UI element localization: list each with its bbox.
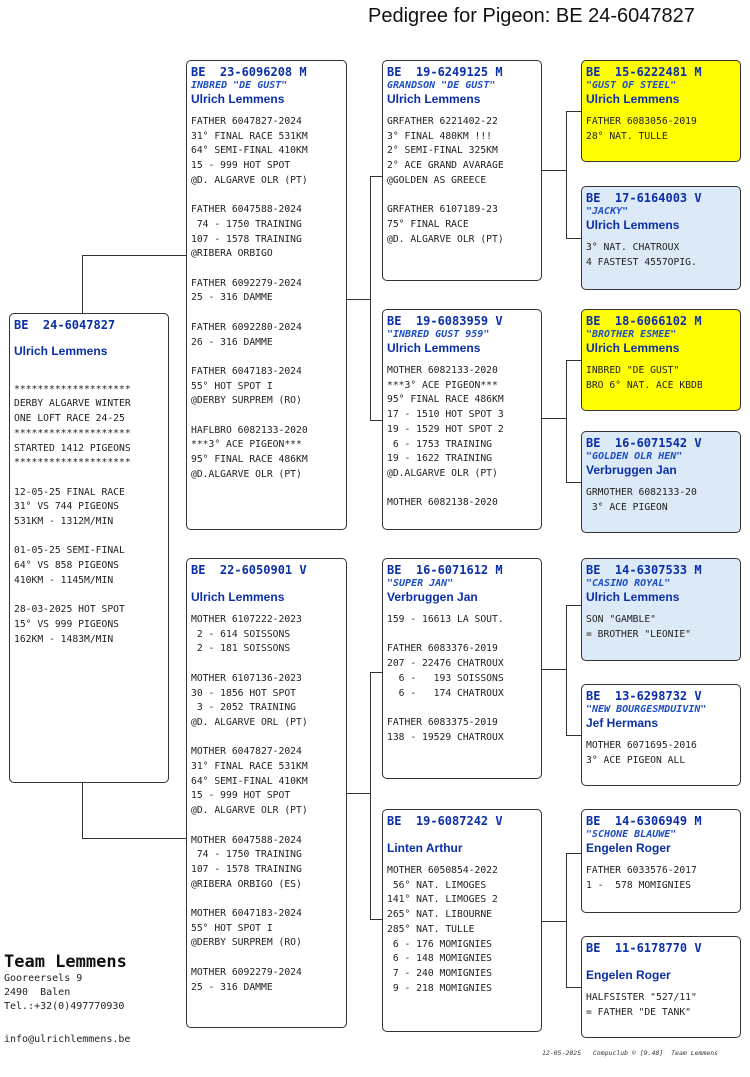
note-line [14, 530, 164, 545]
note-line: 207 - 22476 CHATROUX [387, 658, 504, 670]
pigeon-name [586, 955, 736, 968]
pigeon-name: INBRED "DE GUST" [191, 80, 288, 91]
note-line: STARTED 1412 PIGEONS [14, 442, 131, 454]
team-street: Gooreersels 9 [4, 973, 83, 984]
pigeon-notes [586, 115, 736, 144]
note-line: 17 - 1510 HOT SPOT 3 [387, 409, 504, 421]
connector [370, 176, 382, 177]
note-line [14, 589, 164, 604]
note-line: MOTHER 6047827-2024 [191, 746, 302, 758]
connector [566, 605, 567, 735]
note-line [14, 471, 164, 486]
note-line: @D. ALGARVE ORL (PT) [191, 716, 308, 728]
note-line: 15 - 999 HOT SPOT [191, 790, 291, 802]
connector [566, 111, 581, 112]
note-line: 531KM - 1312M/MIN [14, 516, 114, 527]
note-line [191, 262, 342, 277]
note-line: 74 - 1750 TRAINING [191, 849, 302, 861]
note-line: 95° FINAL RACE 486KM [387, 394, 504, 406]
connector [82, 838, 187, 839]
note-line: 31° FINAL RACE 531KM [191, 130, 308, 142]
note-line: 1 - 578 MOMIGNIES [586, 879, 691, 891]
note-line: 26 - 316 DAMME [191, 336, 273, 348]
note-line: 30 - 1856 HOT SPOT [191, 687, 296, 699]
note-line: 3° NAT. CHATROUX [586, 242, 680, 253]
note-line: MOTHER 6107136-2023 [191, 672, 302, 684]
note-line: 6 - 176 MOMIGNIES [387, 938, 492, 950]
note-line: @RIBERA ORBIGO [191, 248, 273, 260]
pigeon-notes [387, 115, 537, 247]
owner-name: Engelen Roger [586, 841, 671, 855]
owner-name: Verbruggen Jan [586, 463, 677, 477]
team-name: Team Lemmens [4, 952, 127, 972]
note-line: 25 - 316 DAMME [191, 292, 273, 304]
note-line: 15° VS 999 PIGEONS [14, 618, 119, 630]
note-line: 6 - 148 MOMIGNIES [387, 953, 492, 965]
connector [566, 111, 567, 238]
note-line: GRMOTHER 6082133-20 [586, 487, 697, 498]
note-line: INBRED "DE GUST" [586, 365, 680, 376]
note-line: FATHER 6047827-2024 [191, 116, 302, 127]
note-line: 138 - 19529 CHATROUX [387, 731, 504, 743]
note-line [191, 350, 342, 365]
note-line: MOTHER 6047588-2024 [191, 834, 302, 846]
pigeon-name: "CASINO ROYAL" [586, 578, 671, 589]
note-line: 2 - 614 SOISSONS [191, 628, 291, 640]
connector [370, 672, 371, 919]
note-line: HAFLBRO 6082133-2020 [191, 424, 308, 436]
note-line: 3° FINAL 480KM !!! [387, 130, 492, 142]
note-line [191, 819, 342, 834]
note-line [191, 409, 342, 424]
ring-number: BE 14-6307533 M [586, 563, 702, 577]
note-line [191, 951, 342, 966]
connector [566, 853, 567, 987]
note-line: 107 - 1578 TRAINING [191, 863, 302, 875]
note-line: FATHER 6083375-2019 [387, 716, 498, 728]
grandfather-maternal-card[interactable] [382, 558, 542, 779]
pigeon-notes [586, 739, 736, 768]
note-line: 3° ACE PIGEON [586, 501, 668, 513]
note-line: FATHER 6083376-2019 [387, 643, 498, 655]
note-line: ***3° ACE PIGEON*** [387, 379, 498, 391]
note-line: = BROTHER "LEONIE" [586, 628, 691, 640]
connector [542, 921, 566, 922]
note-line: @DERBY SURPREM (RO) [191, 395, 302, 407]
grandfather-paternal-card[interactable] [382, 60, 542, 281]
note-line: 28° NAT. TULLE [586, 130, 668, 142]
owner-name: Engelen Roger [586, 968, 671, 982]
note-line: = FATHER "DE TANK" [586, 1006, 691, 1018]
owner-name: Ulrich Lemmens [586, 218, 680, 232]
ancestor-mmm-card[interactable] [581, 936, 741, 1038]
connector [566, 482, 581, 483]
owner-name: Ulrich Lemmens [586, 92, 680, 106]
ring-number: BE 23-6096208 M [191, 65, 307, 79]
ring-number: BE 19-6087242 V [387, 814, 503, 828]
pigeon-notes [191, 613, 342, 995]
note-line: 410KM - 1145M/MIN [14, 574, 114, 586]
owner-name: Ulrich Lemmens [14, 344, 108, 358]
note-line: FATHER 6033576-2017 [586, 865, 697, 876]
note-line: 7 - 240 MOMIGNIES [387, 967, 492, 979]
connector [347, 299, 371, 300]
note-line: 285° NAT. TULLE [387, 923, 475, 935]
note-line: FATHER 6092279-2024 [191, 277, 302, 289]
ancestor-mmf-card[interactable] [581, 809, 741, 913]
ancestor-ffm-card[interactable] [581, 186, 741, 290]
owner-name: Ulrich Lemmens [191, 590, 285, 604]
ring-number: BE 14-6306949 M [586, 814, 702, 828]
owner-name: Linten Arthur [387, 841, 463, 855]
ring-number: BE 15-6222481 M [586, 65, 702, 79]
note-line: 55° HOT SPOT I [191, 922, 273, 934]
note-line: 19 - 1529 HOT SPOT 2 [387, 423, 504, 435]
connector [370, 176, 371, 420]
owner-name: Ulrich Lemmens [191, 92, 285, 106]
ring-number: BE 17-6164003 V [586, 191, 702, 205]
pigeon-name: "GUST OF STEEL" [586, 80, 677, 91]
note-line: FATHER 6092280-2024 [191, 321, 302, 333]
note-line: FATHER 6047588-2024 [191, 204, 302, 216]
note-line: ***3° ACE PIGEON*** [191, 439, 302, 451]
ring-number: BE 19-6083959 V [387, 314, 503, 328]
connector [566, 360, 567, 482]
ring-number: BE 16-6071542 V [586, 436, 702, 450]
team-info [4, 952, 127, 1014]
note-line: HALFSISTER "527/11" [586, 992, 697, 1003]
connector [566, 735, 581, 736]
note-line [191, 306, 342, 321]
note-line [14, 368, 164, 383]
note-line: MOTHER 6107222-2023 [191, 614, 302, 625]
ancestor-fff-card[interactable] [581, 60, 741, 162]
connector [566, 605, 581, 606]
note-line: 3° ACE PIGEON ALL [586, 754, 686, 766]
connector [542, 418, 566, 419]
note-line: MOTHER 6082138-2020 [387, 497, 498, 509]
note-line: SON "GAMBLE" [586, 614, 656, 625]
pigeon-name [191, 577, 342, 590]
note-line: @D.ALGARVE OLR (PT) [191, 468, 302, 480]
note-line [387, 482, 537, 497]
team-city: 2490 Balen [4, 987, 71, 998]
note-line: 12-05-25 FINAL RACE [14, 486, 125, 498]
note-line: @D. ALGARVE OLR (PT) [191, 805, 308, 817]
page-title: Pedigree for Pigeon: BE 24-6047827 [368, 5, 695, 27]
note-line: GRFATHER 6107189-23 [387, 204, 498, 216]
pigeon-notes [586, 241, 736, 270]
ring-number: BE 19-6249125 M [387, 65, 503, 79]
note-line: 55° HOT SPOT I [191, 380, 273, 392]
pigeon-notes [586, 364, 736, 393]
connector [82, 255, 187, 256]
note-line: DERBY ALGARVE WINTER [14, 398, 131, 410]
connector [566, 360, 581, 361]
note-line: 162KM - 1483M/MIN [14, 633, 114, 645]
note-line: 25 - 316 DAMME [191, 981, 273, 993]
note-line: 265° NAT. LIBOURNE [387, 909, 492, 921]
owner-name: Ulrich Lemmens [387, 92, 481, 106]
note-line: 107 - 1578 TRAINING [191, 233, 302, 245]
note-line: 6 - 1753 TRAINING [387, 438, 492, 450]
note-line: 2 - 181 SOISSONS [191, 643, 291, 655]
pigeon-notes [586, 613, 736, 642]
note-line: MOTHER 6047183-2024 [191, 908, 302, 919]
connector [82, 782, 83, 838]
owner-name: Jef Hermans [586, 716, 659, 730]
note-line: 95° FINAL RACE 486KM [191, 454, 308, 466]
note-line [191, 731, 342, 746]
note-line: 64° VS 858 PIGEONS [14, 560, 119, 572]
footer-credit: 12-05-2025 Compuclub © [9.48] Team Lemmens [542, 1049, 719, 1057]
note-line: 2° SEMI-FINAL 325KM [387, 145, 498, 157]
note-line: MOTHER 6050854-2022 [387, 865, 498, 876]
note-line: @DERBY SURPREM (RO) [191, 937, 302, 949]
note-line: MOTHER 6092279-2024 [191, 966, 302, 978]
connector [542, 669, 566, 670]
pigeon-notes [387, 613, 537, 745]
note-line: ******************** [14, 383, 131, 395]
note-line: FATHER 6083056-2019 [586, 116, 697, 127]
pigeon-name: "INBRED GUST 959" [387, 329, 490, 340]
note-line: @GOLDEN AS GREECE [387, 174, 487, 186]
ancestor-fmm-card[interactable] [581, 431, 741, 533]
note-line: ******************** [14, 427, 131, 439]
subject-pigeon-card[interactable] [9, 313, 169, 783]
connector [370, 420, 382, 421]
pigeon-name: "NEW BOURGESMDUIVIN" [586, 704, 707, 715]
note-line: @D. ALGARVE OLR (PT) [191, 174, 308, 186]
note-line: 4 FASTEST 4557OPIG. [586, 256, 697, 268]
ring-number: BE 22-6050901 V [191, 563, 307, 577]
note-line: 159 - 16613 LA SOUT. [387, 614, 504, 625]
owner-name: Ulrich Lemmens [387, 341, 481, 355]
note-line [387, 701, 537, 716]
team-email[interactable]: info@ulrichlemmens.be [4, 1034, 131, 1045]
note-line: 3 - 2052 TRAINING [191, 702, 296, 714]
note-line [387, 189, 537, 204]
note-line [191, 189, 342, 204]
note-line: 01-05-25 SEMI-FINAL [14, 545, 125, 557]
grandmother-paternal-card[interactable] [382, 309, 542, 530]
father-card[interactable] [186, 60, 347, 530]
pigeon-name: "SCHONE BLAUWE" [586, 829, 677, 840]
note-line [191, 892, 342, 907]
connector [347, 793, 371, 794]
owner-name: Verbruggen Jan [387, 590, 478, 604]
connector [542, 170, 566, 171]
ancestor-mfm-card[interactable] [581, 684, 741, 786]
note-line: 2° ACE GRAND AVARAGE [387, 160, 504, 172]
note-line [191, 657, 342, 672]
note-line: ******************** [14, 457, 131, 469]
note-line: FATHER 6047183-2024 [191, 365, 302, 377]
pigeon-name: "GOLDEN OLR HEN" [586, 451, 683, 462]
ancestor-mff-card[interactable] [581, 558, 741, 661]
ring-number: BE 18-6066102 M [586, 314, 702, 328]
ring-number: BE 13-6298732 V [586, 689, 702, 703]
note-line: 74 - 1750 TRAINING [191, 218, 302, 230]
note-line: @D.ALGARVE OLR (PT) [387, 467, 498, 479]
pigeon-notes [14, 368, 164, 647]
note-line: 141° NAT. LIMOGES 2 [387, 894, 498, 906]
note-line: MOTHER 6082133-2020 [387, 365, 498, 376]
connector [82, 255, 83, 313]
pigeon-notes [191, 115, 342, 483]
connector [370, 672, 382, 673]
pigeon-name: "BROTHER ESMEE" [586, 329, 677, 340]
note-line: GRFATHER 6221402-22 [387, 116, 498, 127]
connector [566, 853, 581, 854]
note-line: 31° FINAL RACE 531KM [191, 761, 308, 772]
note-line: 31° VS 744 PIGEONS [14, 501, 119, 513]
note-line [387, 628, 537, 643]
connector [370, 919, 382, 920]
ring-number: BE 11-6178770 V [586, 941, 702, 955]
grandmother-maternal-card[interactable] [382, 809, 542, 1032]
note-line: MOTHER 6071695-2016 [586, 740, 697, 751]
pigeon-notes [387, 864, 537, 996]
pigeon-notes [586, 864, 736, 893]
pigeon-notes [586, 991, 736, 1020]
ancestor-fmf-card[interactable] [581, 309, 741, 411]
mother-card[interactable] [186, 558, 347, 1028]
pigeon-name: "SUPER JAN" [387, 578, 454, 589]
note-line: 15 - 999 HOT SPOT [191, 160, 291, 172]
note-line: 64° SEMI-FINAL 410KM [191, 145, 308, 157]
ring-number: BE 24-6047827 [14, 318, 116, 332]
pigeon-notes [586, 486, 736, 515]
pigeon-name: GRANDSON "DE GUST" [387, 80, 496, 91]
note-line: @D. ALGARVE OLR (PT) [387, 233, 504, 245]
note-line: 56° NAT. LIMOGES [387, 879, 487, 891]
note-line: 9 - 218 MOMIGNIES [387, 982, 492, 994]
pigeon-name: "JACKY" [586, 206, 629, 217]
note-line: @RIBERA ORBIGO (ES) [191, 878, 302, 890]
connector [566, 238, 581, 239]
note-line: 6 - 193 SOISSONS [387, 672, 504, 684]
connector [566, 987, 581, 988]
note-line: BRO 6° NAT. ACE KBDB [586, 379, 703, 391]
note-line: 19 - 1622 TRAINING [387, 453, 492, 465]
note-line: 28-03-2025 HOT SPOT [14, 604, 125, 616]
pigeon-notes [387, 364, 537, 511]
note-line: 75° FINAL RACE [387, 218, 469, 230]
pigeon-name [387, 828, 537, 841]
ring-number: BE 16-6071612 M [387, 563, 503, 577]
note-line: 64° SEMI-FINAL 410KM [191, 775, 308, 787]
note-line: ONE LOFT RACE 24-25 [14, 413, 125, 425]
team-phone: Tel.:+32(0)497770930 [4, 1001, 125, 1012]
owner-name: Ulrich Lemmens [586, 590, 680, 604]
owner-name: Ulrich Lemmens [586, 341, 680, 355]
note-line: 6 - 174 CHATROUX [387, 687, 504, 699]
